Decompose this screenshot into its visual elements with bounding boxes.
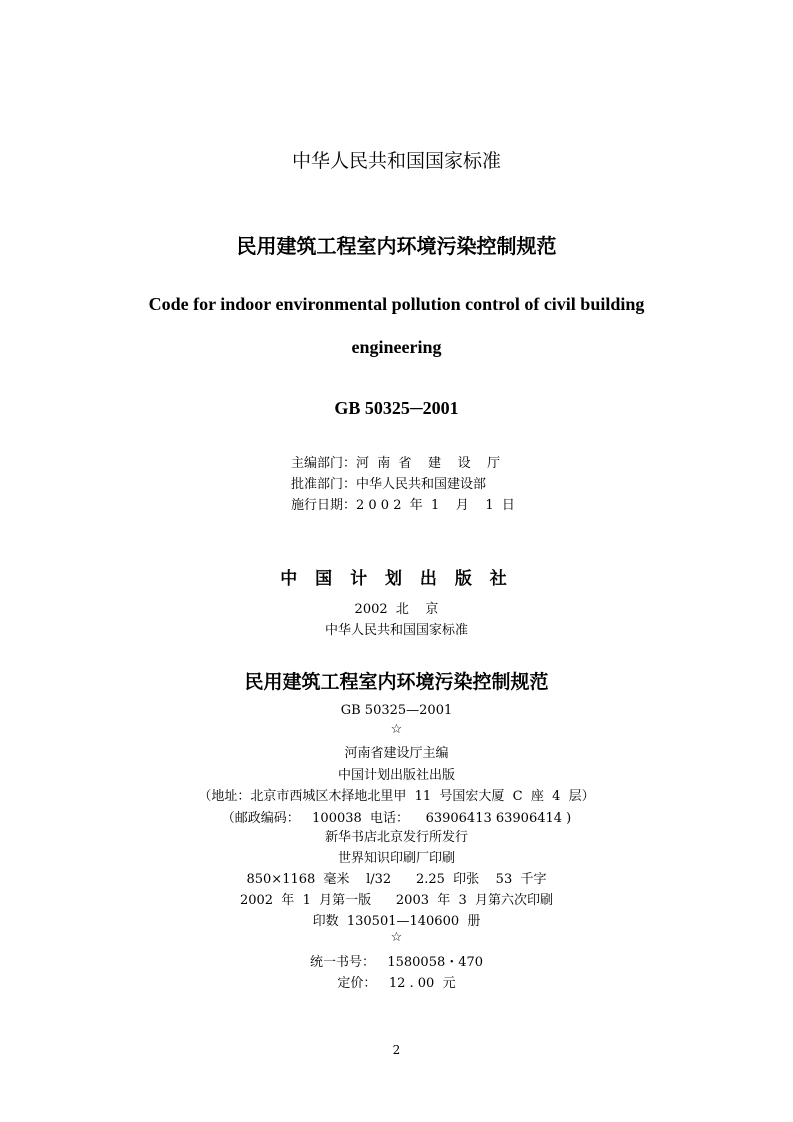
- title-english-line1: Code for indoor environmental pollution control of civil building: [148, 294, 645, 314]
- star-divider: ☆: [390, 930, 403, 945]
- effective-date: 施行日期：2 0 0 2 年 1 月 1 日: [291, 498, 515, 513]
- printer-line: 世界知识印刷厂印刷: [337, 851, 455, 866]
- distributor-line: 新华书店北京发行所发行: [324, 830, 468, 845]
- publisher-line: 中国计划出版社出版: [337, 768, 455, 783]
- chief-editor-department: 主编部门：河 南 省 建 设 厅: [291, 456, 501, 471]
- title-english-line2: engineering: [351, 337, 442, 357]
- postal-phone-line: （邮政编码： 100038 电话： 63906413 63906414 ): [221, 811, 572, 826]
- page-number: 2: [392, 1043, 401, 1057]
- copyright-title: 民用建筑工程室内环境污染控制规范: [244, 671, 549, 693]
- price-line: 定价： 12 . 00 元: [337, 976, 456, 991]
- star-divider: ☆: [390, 722, 403, 737]
- print-run-line: 印数 130501—140600 册: [312, 914, 481, 929]
- copyright-header: 中华人民共和国国家标准: [324, 623, 468, 638]
- book-number-line: 统一书号： 1580058・470: [309, 955, 484, 970]
- copyright-code: GB 50325—2001: [340, 703, 453, 718]
- edition-line: 2002 年 1 月第一版 2003 年 3 月第六次印刷: [239, 893, 554, 908]
- format-line: 850×1168 毫米 l/32 2.25 印张 53 千字: [246, 872, 547, 887]
- publisher-name: 中 国 计 划 出 版 社: [280, 569, 513, 589]
- publish-place-year: 2002 北 京: [354, 602, 439, 617]
- standard-code: GB 50325─2001: [334, 398, 459, 418]
- approval-department: 批准部门：中华人民共和国建设部: [291, 477, 487, 492]
- standard-header: 中华人民共和国国家标准: [291, 150, 501, 172]
- address-line: （地址：北京市西城区木择地北里甲 11 号国宏大厦 C 座 4 层）: [198, 789, 595, 804]
- title-chinese: 民用建筑工程室内环境污染控制规范: [236, 234, 557, 258]
- editor-line: 河南省建设厅主编: [344, 746, 449, 761]
